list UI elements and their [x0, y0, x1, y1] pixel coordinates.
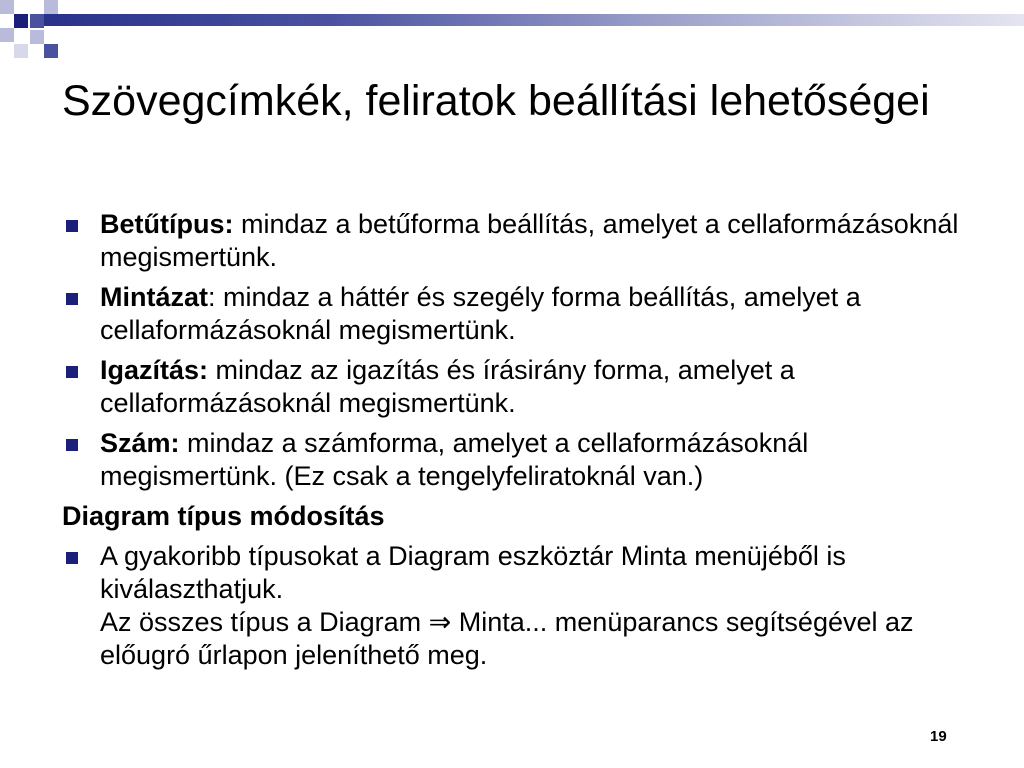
- bullet-term: Igazítás:: [100, 355, 209, 385]
- square-bullet-icon: [66, 293, 78, 305]
- bullet-text: mindaz a számforma, amelyet a cellaformázásoknál megismertünk. (Ez csak a tengelyfeliratoknál van.): [100, 428, 809, 491]
- bullet-text: : mindaz a háttér és szegély forma beállítás, amelyet a cellaformázásoknál megismertünk.: [100, 282, 861, 345]
- decor-square: [44, 0, 58, 14]
- bullet-term: Szám:: [100, 428, 180, 458]
- decor-square: [44, 44, 58, 58]
- header-gradient-bar: [30, 14, 1024, 26]
- section-subheading: Diagram típus módosítás: [62, 501, 385, 531]
- decor-square: [0, 28, 14, 42]
- slide-content: [62, 208, 992, 679]
- arrow-icon: ⇒: [428, 607, 452, 637]
- list-item: [62, 354, 992, 420]
- slide-title: Szövegcímkék, feliratok beállítási lehetőségei: [62, 77, 930, 125]
- list-item: [62, 427, 992, 493]
- bullet-text: mindaz a betűforma beállítás, amelyet a cellaformázásoknál megismertünk.: [100, 209, 959, 272]
- bullet-text: A gyakoribb típusokat a Diagram eszköztár Minta menüjéből is kiválaszthatjuk.: [100, 541, 846, 604]
- list-item: [62, 208, 992, 274]
- square-bullet-icon: [66, 366, 78, 378]
- decor-square: [30, 14, 44, 28]
- page-number: 19: [930, 728, 947, 745]
- square-bullet-icon: [66, 220, 78, 232]
- decor-square: [14, 44, 28, 58]
- bullet-text: mindaz az igazítás és írásirány forma, amelyet a cellaformázásoknál megismertünk.: [100, 355, 795, 418]
- square-bullet-icon: [66, 552, 78, 564]
- list-item: [62, 281, 992, 347]
- bullet-text: Minta... menüparancs segítségével az előugró űrlapon jeleníthető meg.: [100, 607, 914, 670]
- decor-square: [30, 30, 44, 44]
- decor-square: [0, 0, 14, 14]
- bullet-term: Betűtípus:: [100, 209, 234, 239]
- list-item: [62, 540, 992, 672]
- decor-square: [14, 0, 28, 14]
- bullet-text: Az összes típus a Diagram: [100, 607, 429, 637]
- decor-square: [14, 14, 28, 28]
- bullet-term: Mintázat: [100, 282, 208, 312]
- square-bullet-icon: [66, 439, 78, 451]
